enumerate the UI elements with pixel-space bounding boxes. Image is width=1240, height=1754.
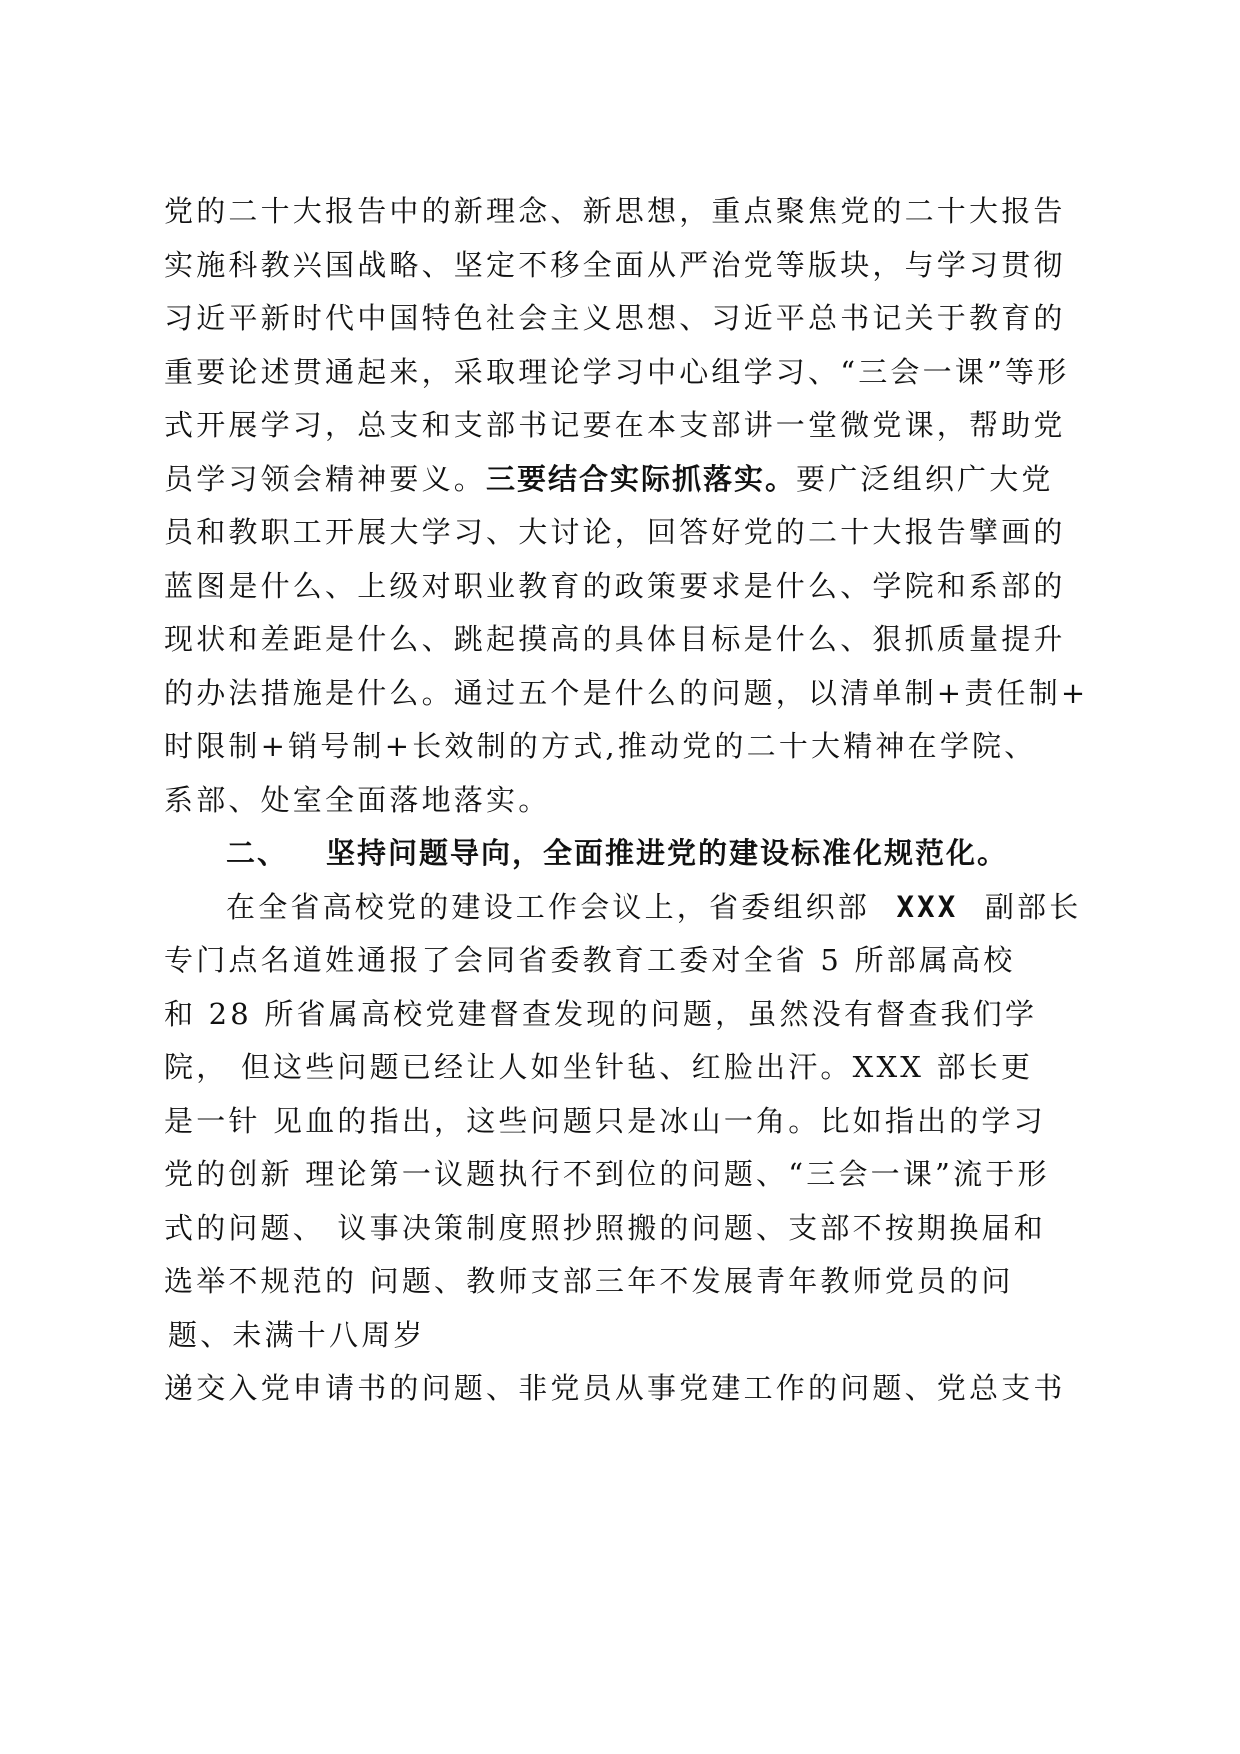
- paragraph-line: 习近平新时代中国特色社会主义思想、习近平总书记关于教育的: [164, 301, 1066, 335]
- paragraph-line: 递交入党申请书的问题、非党员从事党建工作的问题、党总支书: [164, 1371, 1066, 1405]
- bold-emphasis: 三要结合实际抓落实。: [486, 462, 797, 496]
- paragraph-line: 院， 但这些问题已经让人如坐针毡、红脸出汗。XXX 部长更: [164, 1050, 1034, 1084]
- paragraph-line: 专门点名道姓通报了会同省委教育工委对全省 5 所部属高校: [164, 943, 1016, 977]
- section-number: 二、: [226, 836, 289, 870]
- paragraph-line: 党的创新 理论第一议题执行不到位的问题、“三会一课”流于形: [164, 1157, 1050, 1191]
- text-run: 员学习领会精神要义。: [164, 462, 487, 496]
- text-run: 副部长: [984, 890, 1082, 924]
- paragraph-line: 系部、处室全面落地落实。: [164, 783, 551, 817]
- paragraph-line: 是一针 见血的指出，这些问题只是冰山一角。比如指出的学习: [164, 1104, 1046, 1138]
- paragraph-line: 员和教职工开展大学习、大讨论，回答好党的二十大报告擘画的: [164, 515, 1066, 549]
- text-run: 在全省高校党的建设工作会议上，省委组织部: [226, 890, 871, 924]
- paragraph-line: 重要论述贯通起来，采取理论学习中心组学习、“三会一课”等形: [164, 355, 1070, 389]
- paragraph-line: 现状和差距是什么、跳起摸高的具体目标是什么、狠抓质量提升: [164, 622, 1066, 656]
- section-title: 坚持问题导向，全面推进党的建设标准化规范化。: [326, 836, 1009, 870]
- paragraph-line: 的办法措施是什么。通过五个是什么的问题，以清单制+责任制+: [164, 676, 1089, 710]
- paragraph-line: 式开展学习，总支和支部书记要在本支部讲一堂微党课，帮助党: [164, 408, 1066, 442]
- paragraph-line: 和 28 所省属高校党建督查发现的问题，虽然没有督查我们学: [164, 997, 1038, 1031]
- paragraph-line: 蓝图是什么、上级对职业教育的政策要求是什么、学院和系部的: [164, 569, 1066, 603]
- paragraph-line: 时限制+销号制+长效制的方式,推动党的二十大精神在学院、: [164, 729, 1037, 763]
- paragraph-line: 选举不规范的 问题、教师支部三年不发展青年教师党员的问: [164, 1264, 1014, 1298]
- paragraph-line: 实施科教兴国战略、坚定不移全面从严治党等版块，与学习贯彻: [164, 248, 1066, 282]
- paragraph-line: [226, 882, 1081, 932]
- paragraph-line: 题、未满十八周岁: [168, 1318, 426, 1352]
- redacted-name: XXX: [896, 890, 959, 924]
- paragraph-line: [164, 454, 1054, 504]
- paragraph-line: 党的二十大报告中的新理念、新思想，重点聚焦党的二十大报告: [164, 194, 1066, 228]
- paragraph-line: 式的问题、 议事决策制度照抄照搬的问题、支部不按期换届和: [164, 1211, 1046, 1245]
- text-run: 要广泛组织广大党: [796, 462, 1054, 496]
- section-heading: [226, 828, 1008, 878]
